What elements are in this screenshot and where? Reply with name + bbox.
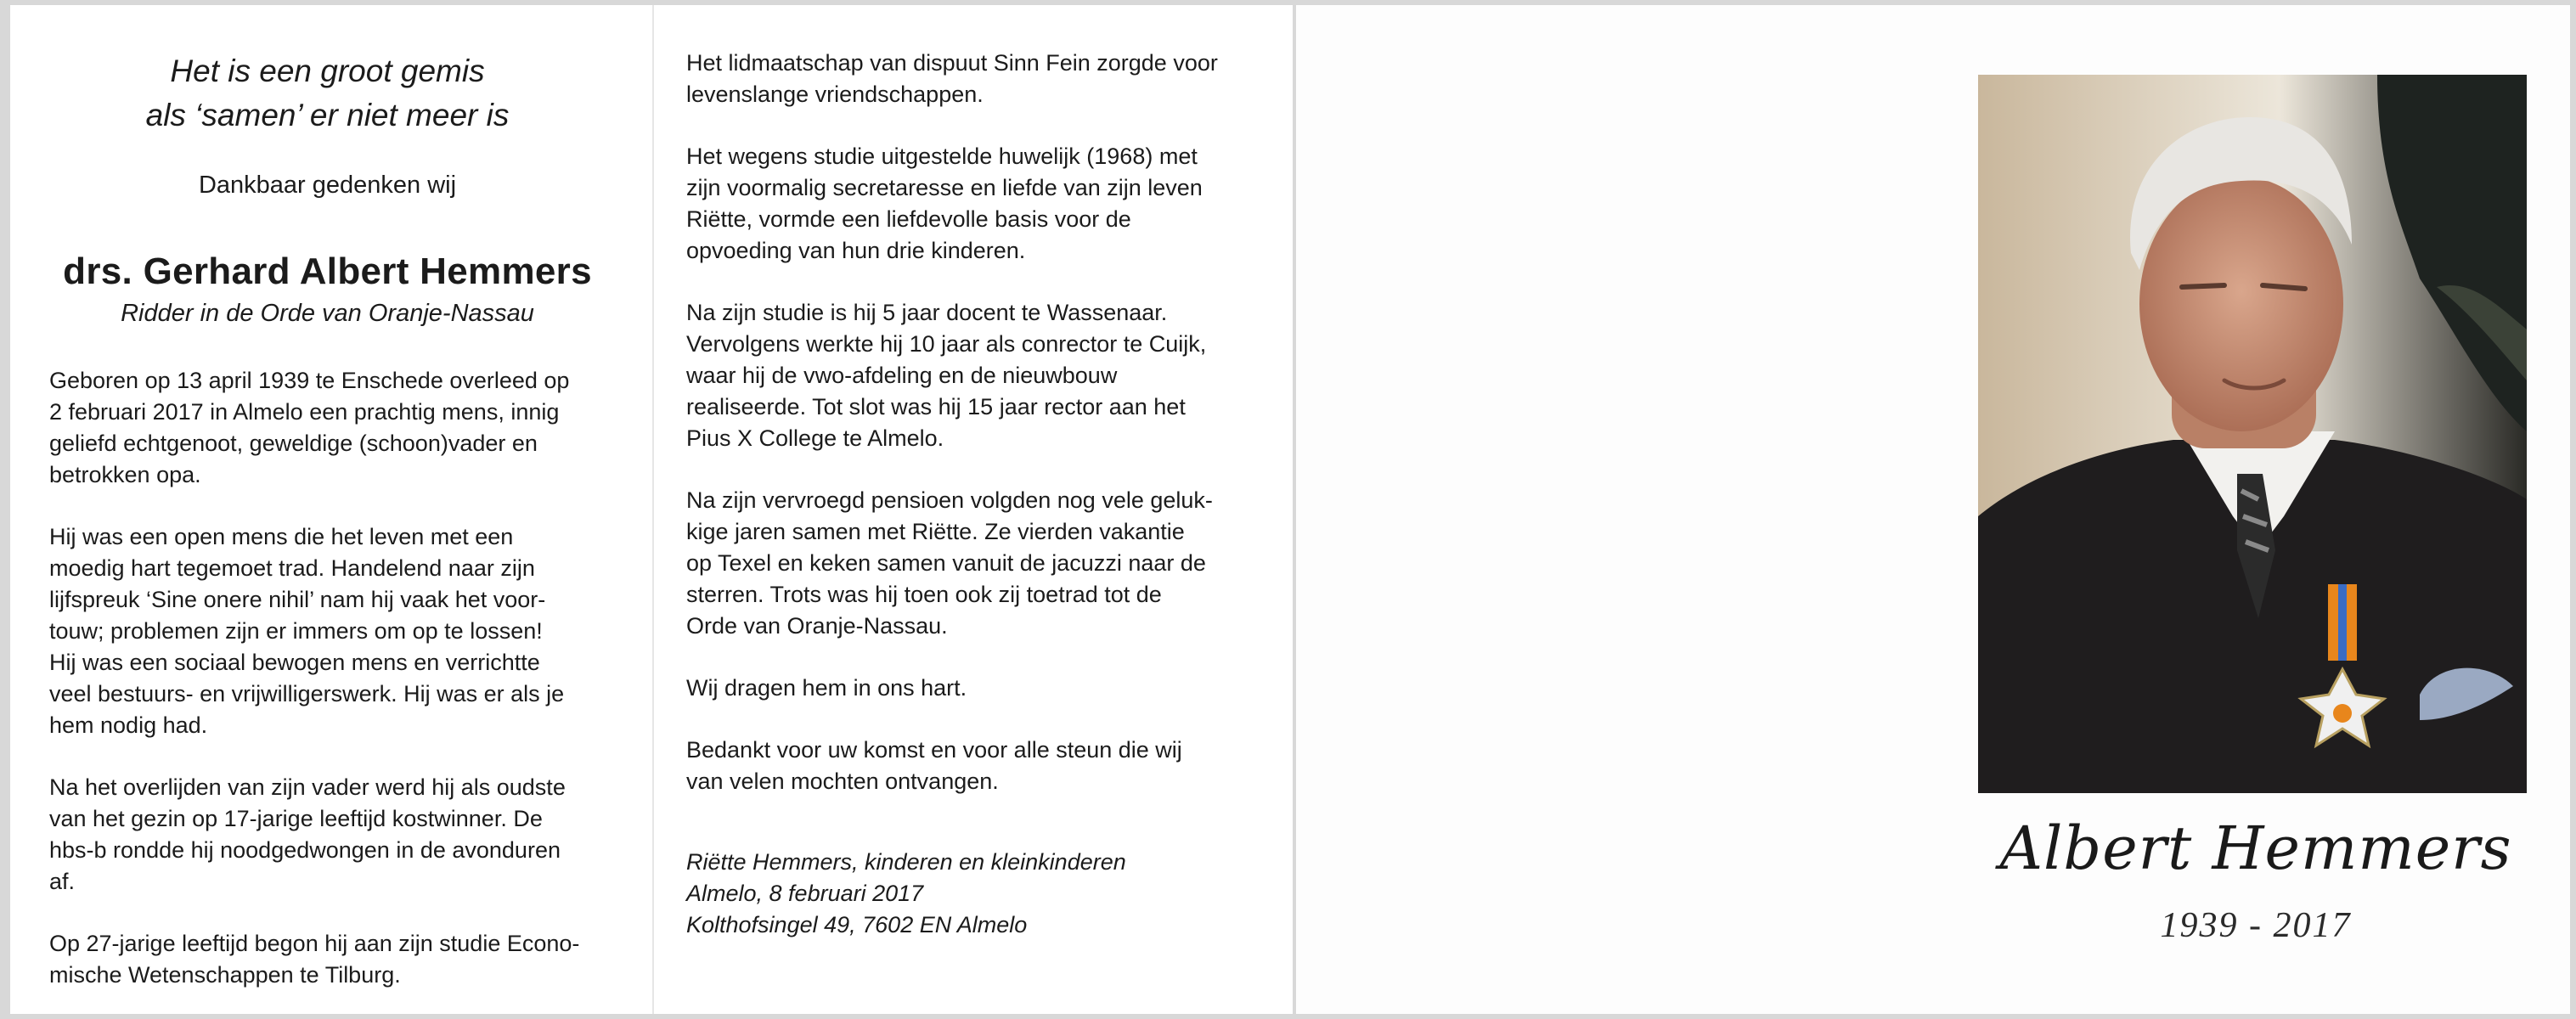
middle-column xyxy=(686,5,1255,941)
signature-place-date: Almelo, 8 februari 2017 xyxy=(686,881,924,906)
signature-block xyxy=(686,847,1255,941)
signature-address: Kolthofsingel 49, 7602 EN Almelo xyxy=(686,912,1028,937)
portrait-photo xyxy=(1978,75,2527,793)
thanks-line: Dankbaar gedenken wij xyxy=(198,172,457,199)
cover-name: Albert Hemmers xyxy=(1999,814,2512,883)
paragraph: Op 27-jarige leeftijd begon hij aan zijn studie Econo- mische Wetenschappen te Tilburg. xyxy=(49,931,580,988)
cover-years: 1939 - 2017 xyxy=(2160,906,2352,945)
honor-title: Ridder in de Orde van Oranje-Nassau xyxy=(121,300,534,327)
paragraph: Na zijn vervroegd pensioen volgden nog vele geluk- kige jaren samen met Riëtte. Ze vierden vakantie op Texel en keken samen vanuit de jacuzzi naar de sterren. Trots was hij toen ook zij toetrad tot de Orde van Oranje-Nassau. xyxy=(686,487,1213,639)
paragraph: Het lidmaatschap van dispuut Sinn Fein zorgde voor levenslange vriendschappen. xyxy=(686,50,1218,107)
paragraph: Wij dragen hem in ons hart. xyxy=(686,675,967,701)
paragraph: Hij was een open mens die het leven met een moedig hart tegemoet trad. Handelend naar zijn lijfspreuk ‘Sine onere nihil’ nam hij vaak het voor- touw; problemen zijn er immers om op te lossen! Hij was een sociaal bewogen mens en verrichtte veel bestuurs- en vrijwilligerswerk. Hij was er als je hem nodig had. xyxy=(49,524,565,738)
motto-line: als ‘samen’ er niet meer is xyxy=(145,98,510,132)
biography-part-1 xyxy=(49,365,606,991)
motto-line: Het is een groot gemis xyxy=(170,53,485,88)
portrait-illustration xyxy=(1978,75,2527,793)
paragraph: Bedankt voor uw komst en voor alle steun die wij van velen mochten ontvangen. xyxy=(686,737,1182,794)
card-cover-spread xyxy=(1296,5,2570,1014)
fold-line xyxy=(652,5,654,1014)
paragraph: Het wegens studie uitgestelde huwelijk (1968) met zijn voormalig secretaresse en liefde van zijn leven Riëtte, vormde een liefdevolle basis voor de opvoeding van hun drie kinderen. xyxy=(686,144,1203,263)
card-inside-spread xyxy=(10,5,1293,1014)
paragraph: Na zijn studie is hij 5 jaar docent te Wassenaar. Vervolgens werkte hij 10 jaar als conrector te Cuijk, waar hij de vwo-afdeling en de nieuwbouw realiseerde. Tot slot was hij 15 jaar rector aan het Pius X College te Almelo. xyxy=(686,300,1207,451)
deceased-name: drs. Gerhard Albert Hemmers xyxy=(63,251,592,292)
motto xyxy=(49,49,606,138)
paragraph: Geboren op 13 april 1939 te Enschede overleed op 2 februari 2017 in Almelo een prachtig mens, innig geliefd echtgenoot, geweldige (schoon)vader en betrokken opa. xyxy=(49,368,570,487)
left-column xyxy=(49,5,606,991)
signature-family: Riëtte Hemmers, kinderen en kleinkinderen xyxy=(686,849,1126,875)
paragraph: Na het overlijden van zijn vader werd hij als oudste van het gezin op 17-jarige leeftijd kostwinner. De hbs-b rondde hij noodgedwongen in de avonduren af. xyxy=(49,774,566,894)
biography-part-2 xyxy=(686,48,1255,797)
